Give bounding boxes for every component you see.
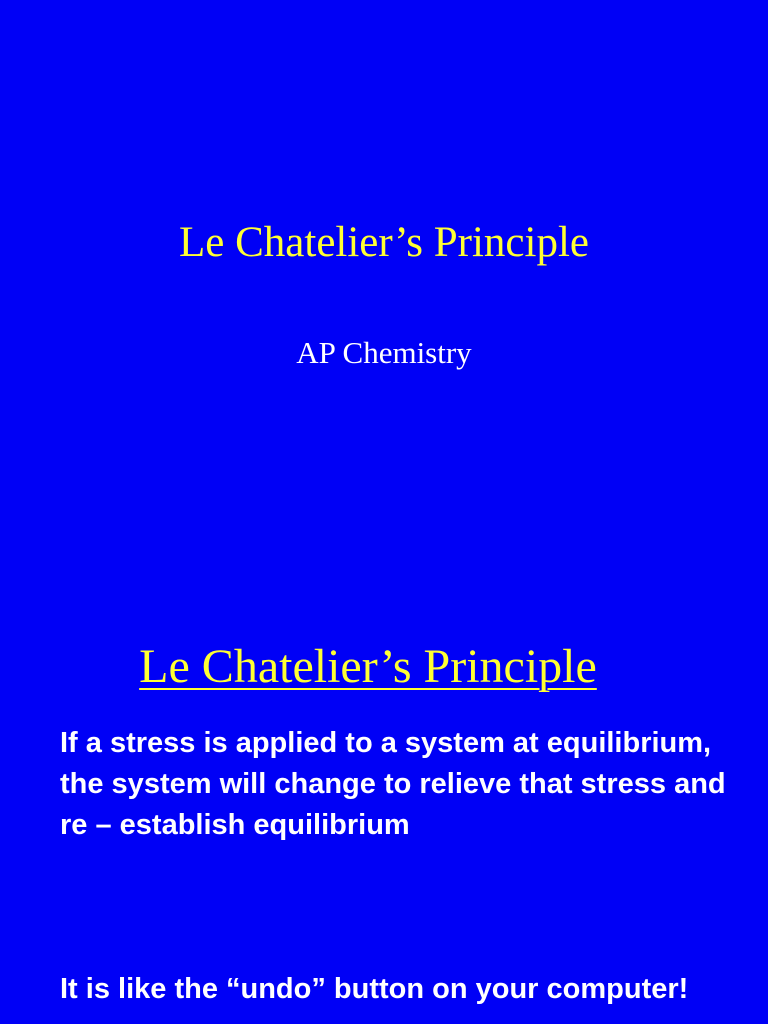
- slide-definition: [0, 576, 768, 1024]
- analogy-paragraph: It is like the “undo” button on your computer!: [60, 973, 689, 1005]
- slide-title-heading: Le Chatelier’s Principle: [179, 219, 589, 266]
- slide-definition-heading: Le Chatelier’s Principle: [139, 640, 597, 693]
- definition-paragraph: If a stress is applied to a system at equilibrium, the system will change to relieve that stress and re – establish equilibrium: [60, 727, 726, 841]
- slide-subtitle: AP Chemistry: [296, 335, 472, 370]
